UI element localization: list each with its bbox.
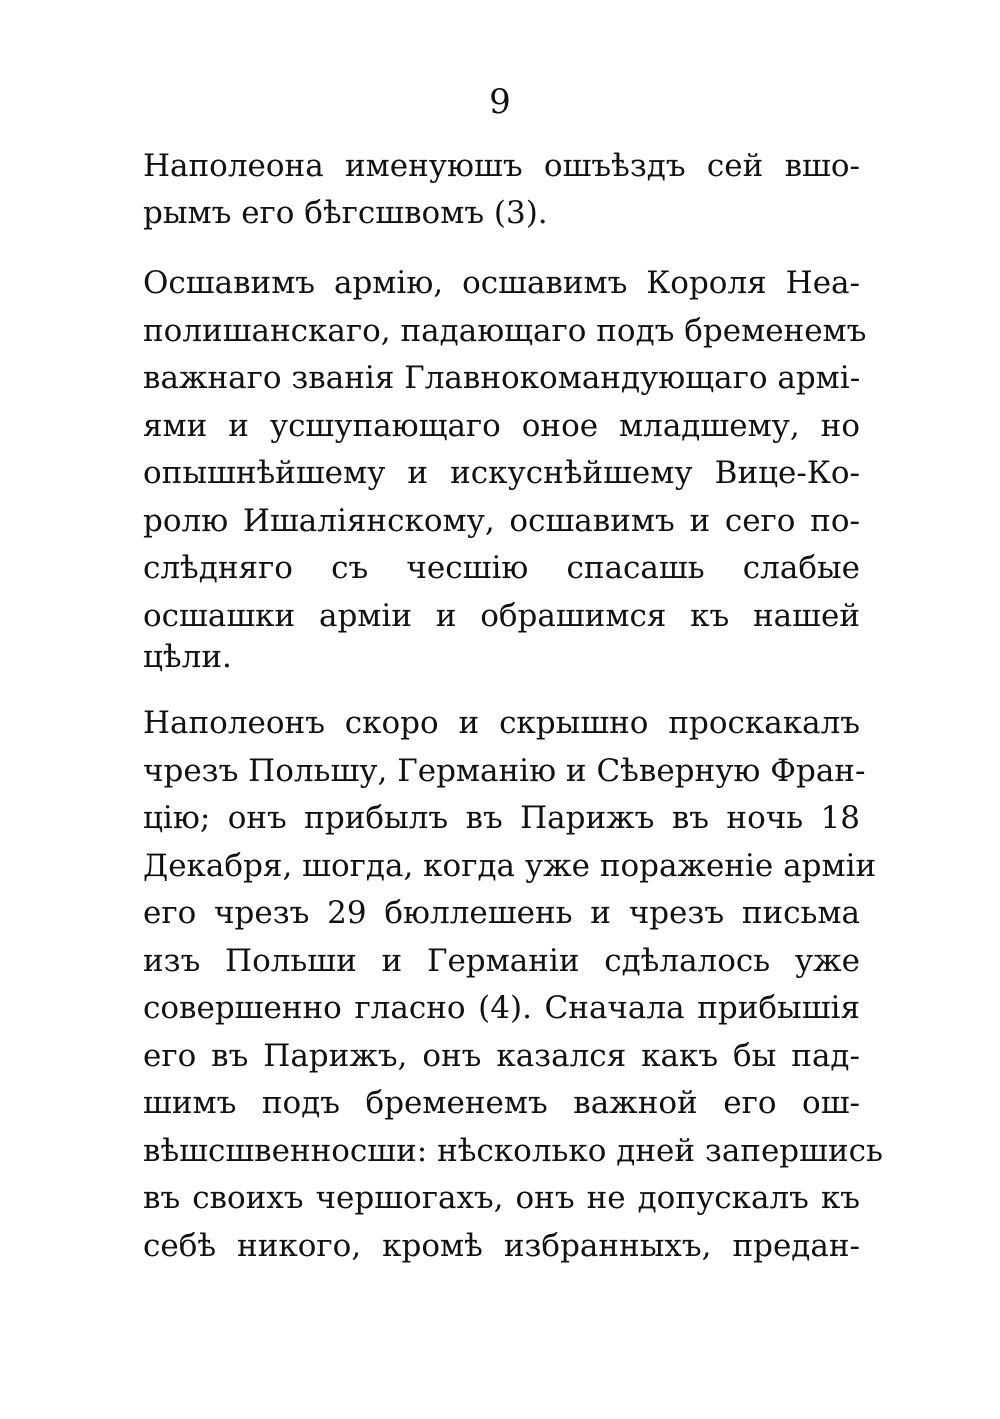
text-line: цѣли. — [143, 639, 232, 675]
text-line: его чрезъ 29 бюллешень и чрезъ письма — [143, 895, 860, 931]
text-line: слѣдняго съ чесшію спасашь слабые — [143, 550, 860, 586]
text-line: вѣшсшвенносши: нѣсколько дней запершись — [143, 1133, 883, 1169]
text-line: Наполеона именуюшъ ошъѣздъ сей вшо- — [143, 148, 860, 184]
text-line: Декабря, шогда, когда уже пораженіе арміи — [143, 848, 877, 884]
text-line: важнаго званія Главнокомандующаго армі- — [143, 360, 861, 396]
text-line: чрезъ Польшу, Германію и Сѣверную Фран- — [143, 753, 866, 789]
text-line: себѣ никого, кромѣ избранныхъ, предан- — [143, 1228, 860, 1264]
text-line: рымъ его бѣгсшвомъ (3). — [143, 195, 548, 231]
text-line: изъ Польши и Германіи сдѣлалось уже — [143, 943, 860, 979]
text-line: цію; онъ прибылъ въ Парижъ въ ночь 18 — [143, 800, 860, 836]
text-line: ролю Ишаліянскому, осшавимъ и сего по- — [143, 503, 860, 539]
text-line: ями и усшупающаго оное младшему, но — [143, 408, 860, 444]
text-line: Осшавимъ армію, осшавимъ Короля Неа- — [143, 265, 860, 301]
text-line: осшашки арміи и обрашимся къ нашей — [143, 598, 860, 634]
text-line: его въ Парижъ, онъ казался какъ бы пад- — [143, 1038, 860, 1074]
text-line: полишанскаго, падающаго подъ бременемъ — [143, 313, 867, 349]
text-line: шимъ подъ бременемъ важной его ош- — [143, 1085, 860, 1121]
text-line: опышнѣйшему и искуснѣйшему Вице-Ко- — [143, 455, 860, 491]
text-line: въ своихъ чершогахъ, онъ не допускалъ къ — [143, 1180, 860, 1216]
page-number: 9 — [489, 82, 511, 122]
text-line: совершенно гласно (4). Сначала прибышія — [143, 990, 860, 1026]
text-line: Наполеонъ скоро и скрышно проскакалъ — [143, 705, 860, 741]
